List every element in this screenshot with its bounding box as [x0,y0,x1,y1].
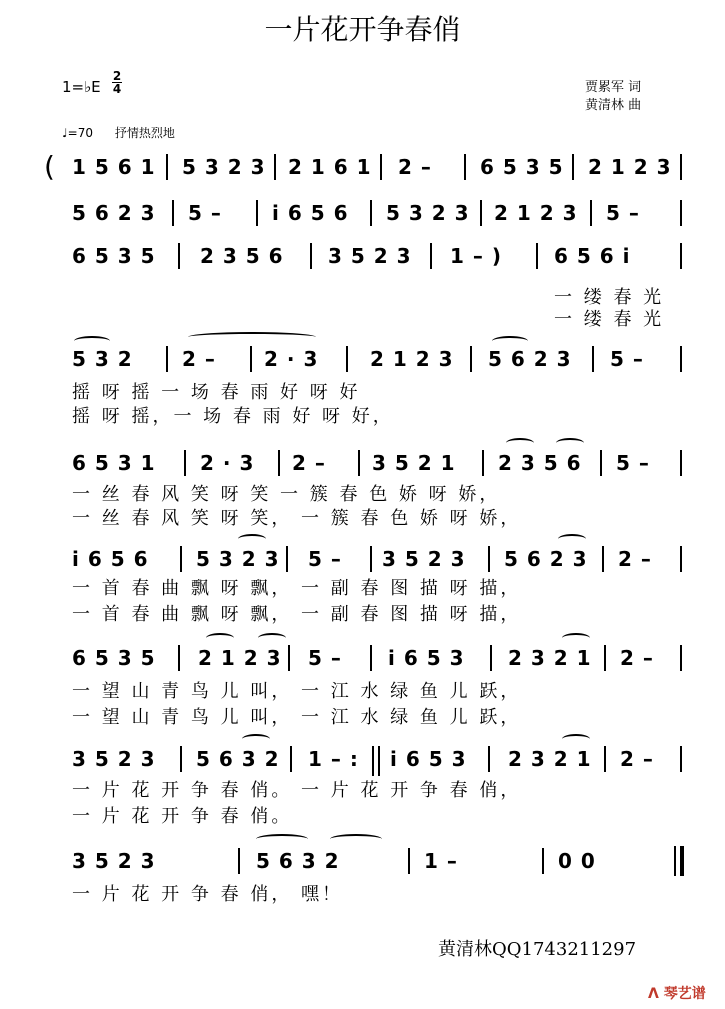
lyric-verse-2: 摇 呀 摇，一 场 春 雨 好 呀 好， [72,406,394,427]
measure: 2 1 2 3 [588,155,672,179]
time-signature [112,70,122,95]
measure: 1 – [424,849,458,873]
measure: 2 – [292,451,326,475]
measure: 2 · 3 [200,451,255,475]
expression-marking: 抒情热烈地 [114,126,175,140]
score-row-6 [52,546,684,626]
lyric-verse-1: 一 缕 春 光 [554,287,665,308]
lyric-verse-1: 一 丝 春 风 笑 呀 笑 一 簇 春 色 娇 呀 娇， [72,484,501,505]
lyric-verse-1: 摇 呀 摇 一 场 春 雨 好 呀 好 [72,382,361,403]
lyric-verse-1: 一 首 春 曲 飘 呀 飘， 一 副 春 图 描 呀 描， [72,578,522,599]
measure: 2 1 2 3 [494,201,578,225]
measure: 3 5 2 1 [372,451,456,475]
measure: 6 5 3 5 [72,244,156,268]
measure: i 6 5 6 [72,547,149,571]
measure: 2 3 5 6 [200,244,284,268]
measure: 1 5 6 1 [72,155,156,179]
lyricist-credit: 贾累军 词 [585,80,642,95]
measure: 2 1 6 1 [288,155,372,179]
measure: 3 5 2 3 [328,244,412,268]
measure: 2 – [398,155,432,179]
measure: 5 6 2 3 [72,201,156,225]
page-title: 一片花开争春俏 [264,13,461,46]
arranger-credit: 黄清林QQ1743211297 [438,939,637,960]
measure: 3 5 2 3 [72,849,156,873]
score-row-9 [52,848,684,908]
lyric-verse-2: 一 首 春 曲 飘 呀 飘， 一 副 春 图 描 呀 描， [72,604,522,625]
measure: 0 0 [558,849,596,873]
measure: 5 – [610,347,644,371]
measure: 6 5 3 1 [72,451,156,475]
measure: 2 – [618,547,652,571]
measure: 6 5 6 i [554,244,631,268]
logo-text: 琴艺谱 [663,986,706,1002]
measure: 5 6 2 3 [488,347,572,371]
time-signature-bottom: 4 [112,82,122,96]
measure: 2 – [620,646,654,670]
measure: 3 5 2 3 [72,747,156,771]
score-row-4 [52,346,684,426]
measure: 5 3 2 3 [182,155,266,179]
measure: 5 3 2 3 [386,201,470,225]
lyric-verse-2: 一 望 山 青 鸟 儿 叫， 一 江 水 绿 鱼 儿 跃， [72,707,522,728]
measure: 2 – [620,747,654,771]
measure: 5 – [308,547,342,571]
lyric-verse-2: 一 缕 春 光 [554,309,665,330]
logo-icon: ᐱ [648,986,659,1002]
measure: 6 5 3 5 [72,646,156,670]
score-row-8 [52,746,684,826]
measure: 5 3 2 [72,347,133,371]
measure: 2 – [182,347,216,371]
measure: 2 · 3 [264,347,319,371]
score-row-5 [52,450,684,530]
measure: 3 5 2 3 [382,547,466,571]
key-signature: 1=♭E [62,78,101,96]
measure: i 6 5 3 [388,646,465,670]
measure: 5 6 3 2 [256,849,340,873]
measure: 6 5 3 5 [480,155,564,179]
composer-credit: 黄清林 曲 [585,98,642,113]
tempo-value: ♩=70 [62,126,93,140]
measure: i 6 5 6 [272,201,349,225]
measure: 2 1 2 3 [198,646,282,670]
measure: 1 – ) [450,244,502,268]
lyric-verse-2: 一 片 花 开 争 春 俏。 [72,806,293,827]
measure: i 6 5 3 [390,747,467,771]
lyric-verse-2: 一 丝 春 风 笑 呀 笑， 一 簇 春 色 娇 呀 娇， [72,508,522,529]
site-logo [648,983,706,1003]
measure: 2 3 5 6 [498,451,582,475]
measure: 2 3 2 1 [508,747,592,771]
lyric-verse-1: 一 望 山 青 鸟 儿 叫， 一 江 水 绿 鱼 儿 跃， [72,681,522,702]
measure: 5 3 2 3 [196,547,280,571]
measure: 5 – [308,646,342,670]
measure: 5 – [606,201,640,225]
measure: 2 3 2 1 [508,646,592,670]
score-row-3 [52,243,684,333]
score-row-7 [52,645,684,728]
lyric-verse-1: 一 片 花 开 争 春 俏， 嘿！ [72,884,344,905]
measure: 2 1 2 3 [370,347,454,371]
measure: 5 – [188,201,222,225]
tempo-marking [62,124,175,141]
score-row-2 [52,200,684,240]
measure: 5 – [616,451,650,475]
lyric-verse-1: 一 片 花 开 争 春 俏。 一 片 花 开 争 春 俏， [72,780,522,801]
time-signature-top: 2 [112,69,122,83]
score-row-1: ( 1 5 6 1 5 3 2 3 2 1 6 1 2 – 6 5 3 5 2 1 2 3 [52,154,684,194]
measure: 1 – : [308,747,359,771]
measure: 5 6 3 2 [196,747,280,771]
measure: 5 6 2 3 [504,547,588,571]
